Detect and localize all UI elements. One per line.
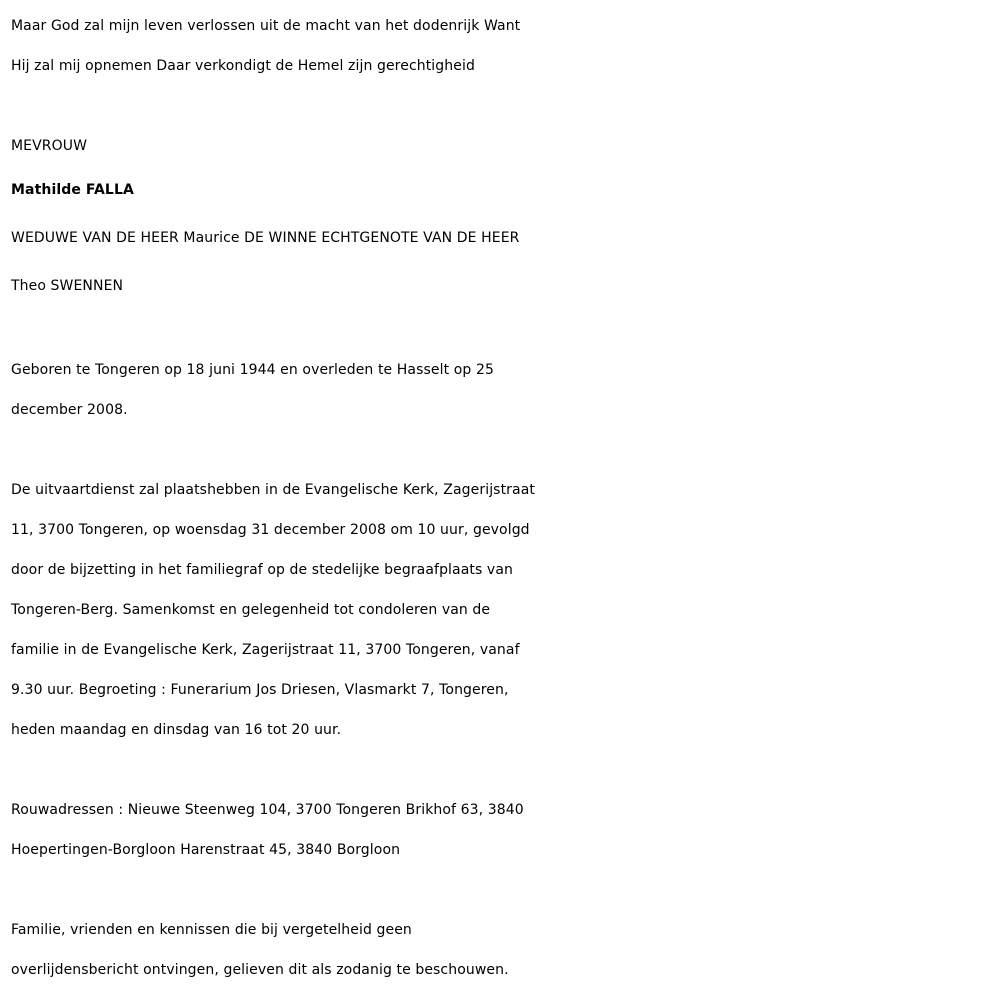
funeral-line: 11, 3700 Tongeren, op woensdag 31 december 2008 om 10 uur, gevolgd [11,522,530,538]
paragraph-spacer [11,310,1000,350]
deceased-section [11,126,1000,310]
paragraph-spacer [11,750,1000,790]
funeral-line: heden maandag en dinsdag van 16 tot 20 uur. [11,722,342,738]
notice-paragraph [11,910,1000,990]
notice-line: Familie, vrienden en kennissen die bij vergetelheid geen [11,922,412,938]
notice-line: overlijdensbericht ontvingen, gelieven dit als zodanig te beschouwen. [11,962,509,978]
funeral-line: 9.30 uur. Begroeting : Funerarium Jos Driesen, Vlasmarkt 7, Tongeren, [11,682,509,698]
birth-death-line: Geboren te Tongeren op 18 juni 1944 en overleden te Hasselt op 25 [11,362,494,378]
birth-death-line: december 2008. [11,402,128,418]
funeral-line: familie in de Evangelische Kerk, Zagerijstraat 11, 3700 Tongeren, vanaf [11,642,520,658]
relation-line: Theo SWENNEN [11,278,124,294]
funeral-line: Tongeren-Berg. Samenkomst en gelegenheid tot condoleren van de [11,602,491,618]
quote-line: Maar God zal mijn leven verlossen uit de macht van het dodenrijk Want [11,18,521,34]
quote-line: Hij zal mij opnemen Daar verkondigt de Hemel zijn gerechtigheid [11,58,475,74]
funeral-paragraph [11,470,1000,750]
address-line: Hoepertingen-Borgloon Harenstraat 45, 3840 Borgloon [11,842,401,858]
birth-death-paragraph [11,350,1000,430]
paragraph-spacer [11,86,1000,126]
deceased-name: Mathilde FALLA [11,182,134,198]
paragraph-spacer [11,430,1000,470]
address-line: Rouwadressen : Nieuwe Steenweg 104, 3700 Tongeren Brikhof 63, 3840 [11,802,524,818]
salutation: MEVROUW [11,138,88,154]
quote-paragraph [11,6,1000,86]
funeral-line: De uitvaartdienst zal plaatshebben in de Evangelische Kerk, Zagerijstraat [11,482,535,498]
funeral-line: door de bijzetting in het familiegraf op de stedelijke begraafplaats van [11,562,513,578]
relation-line: WEDUWE VAN DE HEER Maurice DE WINNE ECHTGENOTE VAN DE HEER [11,230,520,246]
addresses-paragraph [11,790,1000,870]
paragraph-spacer [11,870,1000,910]
